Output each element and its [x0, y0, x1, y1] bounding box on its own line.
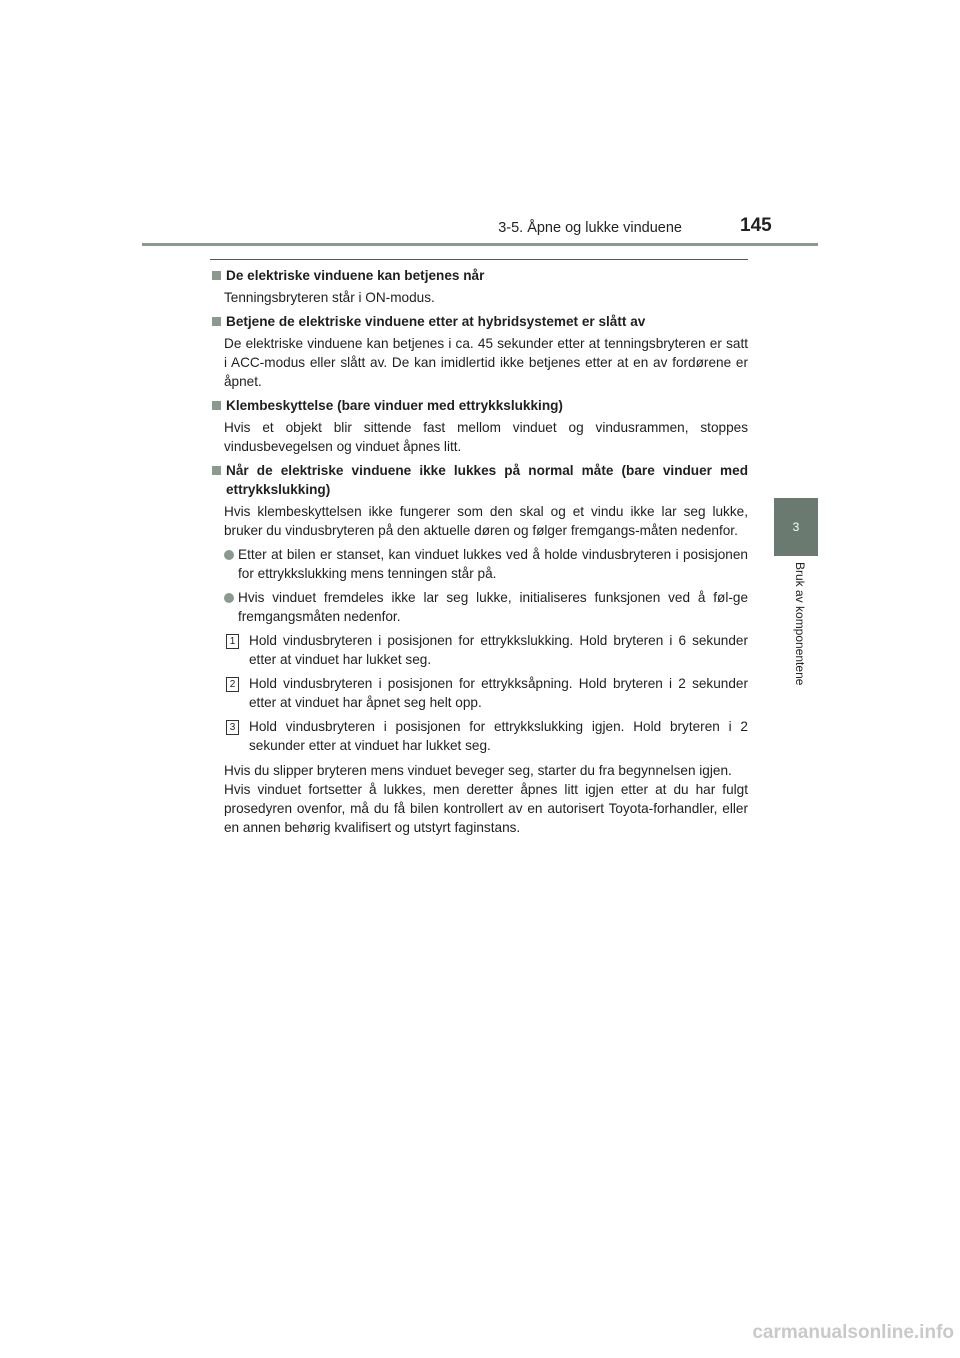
- page-header: [0, 0, 960, 250]
- content-top-rule: [210, 259, 748, 260]
- section-heading: Når de elektriske vinduene ikke lukkes på normal måte (bare vinduer med ettrykkslukking): [210, 461, 748, 499]
- section-text: De elektriske vinduene kan betjenes i ca. 45 sekunder etter at tenningsbryteren er satt i ACC-modus eller slått av. De kan imidlertid ikke betjenes etter at en av fordørene er åpnet.: [224, 336, 748, 389]
- square-bullet-icon: [212, 317, 221, 326]
- page-content: [210, 266, 748, 837]
- section-title: 3-5. Åpne og lukke vinduene: [498, 220, 682, 236]
- section-text: Hvis et objekt blir sittende fast mellom vinduet og vindusrammen, stoppes vindusbevegelsen og vinduet åpnes litt.: [224, 420, 748, 454]
- section-heading: Betjene de elektriske vinduene etter at hybridsystemet er slått av: [210, 312, 748, 331]
- section-text: Hvis klembeskyttelsen ikke fungerer som den skal og et vindu ikke lar seg lukke, bruker du vindusbryteren på den aktuelle døren og følger fremgangs-måten nedenfor.: [224, 504, 748, 538]
- step-number: 3: [226, 720, 239, 735]
- section-heading: Klembeskyttelse (bare vinduer med ettrykkslukking): [210, 396, 748, 415]
- section-heading: De elektriske vinduene kan betjenes når: [210, 266, 748, 285]
- round-bullet-icon: [224, 593, 234, 603]
- note-text: Hvis vinduet fortsetter å lukkes, men deretter åpnes litt igjen etter at du har fulgt prosedyren ovenfor, må du få bilen kontrollert av en autorisert Toyota-forhandler, eller en annen behørig kvalifisert og utstyrt faginstans.: [224, 782, 748, 835]
- step-item: 2 Hold vindusbryteren i posisjonen for ettrykksåpning. Hold bryteren i 2 sekunder etter at vinduet har åpnet seg helt opp.: [226, 674, 748, 712]
- square-bullet-icon: [212, 271, 221, 280]
- step-number: 2: [226, 677, 239, 692]
- header-rule: [142, 243, 818, 246]
- round-bullet-icon: [224, 550, 234, 560]
- chapter-title: Bruk av komponentene: [793, 562, 807, 686]
- section-text: Tenningsbryteren står i ON-modus.: [224, 290, 435, 305]
- square-bullet-icon: [212, 466, 221, 475]
- page-number: 145: [740, 215, 772, 236]
- chapter-tab: [774, 498, 818, 556]
- step-item: 3 Hold vindusbryteren i posisjonen for ettrykkslukking igjen. Hold bryteren i 2 sekunder etter at vinduet har lukket seg.: [226, 717, 748, 755]
- watermark: carmanualsonline.info: [752, 1322, 954, 1343]
- square-bullet-icon: [212, 401, 221, 410]
- bullet-item: Hvis vinduet fremdeles ikke lar seg lukke, initialiseres funksjonen ved å føl-ge fremgangsmåten nedenfor.: [224, 588, 748, 626]
- step-item: 1 Hold vindusbryteren i posisjonen for ettrykkslukking. Hold bryteren i 6 sekunder etter at vinduet har lukket seg.: [226, 631, 748, 669]
- step-number: 1: [226, 634, 239, 649]
- bullet-item: Etter at bilen er stanset, kan vinduet lukkes ved å holde vindusbryteren i posisjonen for ettrykkslukking mens tenningen står på.: [224, 545, 748, 583]
- notes-block: [224, 761, 748, 837]
- chapter-number: 3: [792, 520, 800, 534]
- note-text: Hvis du slipper bryteren mens vinduet beveger seg, starter du fra begynnelsen igjen.: [224, 763, 732, 778]
